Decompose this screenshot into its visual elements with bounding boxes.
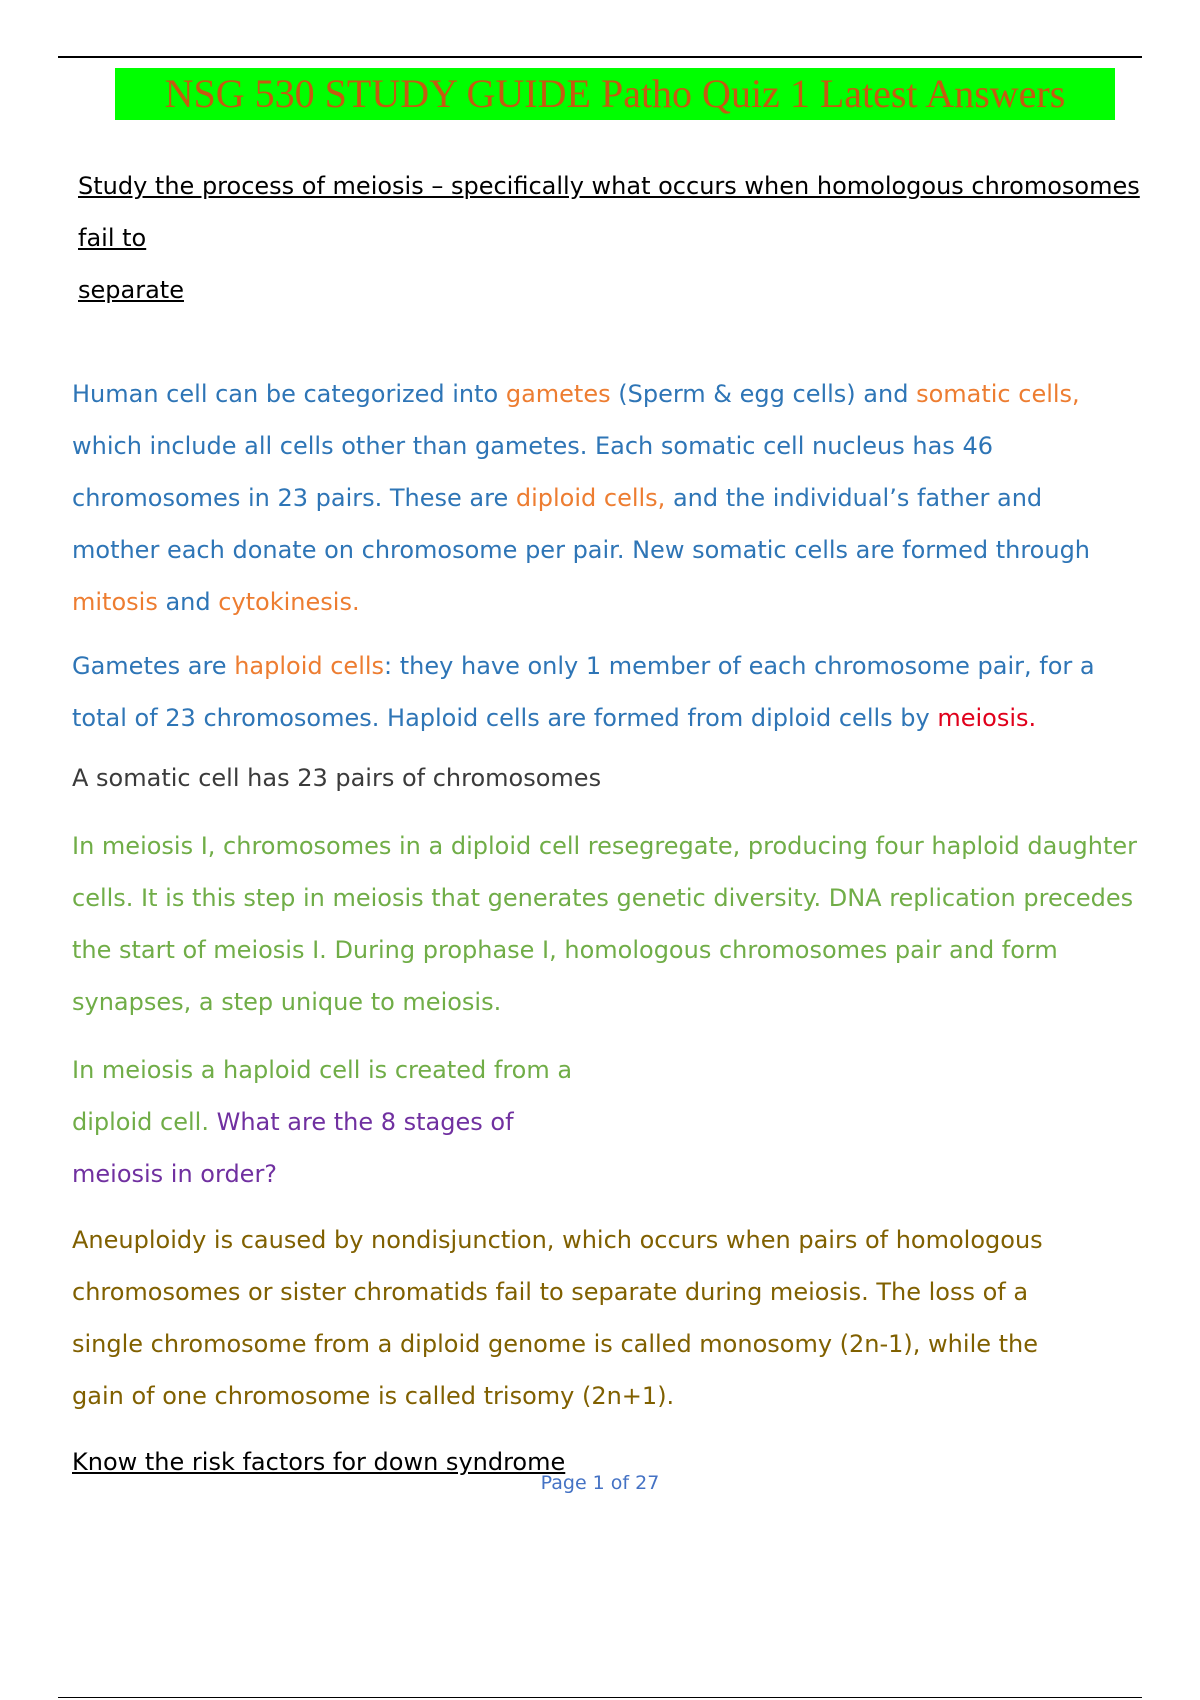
term-somatic-cells: somatic cells, (916, 380, 1080, 408)
text-run: and (157, 588, 219, 616)
term-mitosis: mitosis (72, 588, 158, 616)
bottom-rule (58, 1697, 1142, 1698)
text-run: which include all cells other than gametes. Each somatic cell nucleus has 46 chromosomes in 23 pairs. These are (72, 432, 993, 512)
heading-line-1: Study the process of meiosis – specifically what occurs when homologous chromosomes fail to (78, 172, 1140, 252)
text-run: (Sperm & egg cells) and (610, 380, 917, 408)
text-run: In meiosis a haploid cell is created from a (72, 1056, 573, 1084)
text-run: Human cell can be categorized into (72, 380, 506, 408)
text-run: diploid cell. (72, 1108, 209, 1136)
heading-line-2: separate (78, 276, 184, 304)
section-heading-meiosis (78, 160, 1162, 316)
text-run: Gametes are (72, 652, 235, 680)
term-cytokinesis: cytokinesis. (218, 588, 360, 616)
term-haploid-cells: haploid cells (234, 652, 385, 680)
section-heading-down-syndrome: Know the risk factors for down syndrome (72, 1448, 566, 1476)
term-diploid-cells: diploid cells, (515, 484, 666, 512)
paragraph-meiosis-stages (72, 1044, 1162, 1200)
document-title: NSG 530 STUDY GUIDE Patho Quiz 1 Latest Answers (115, 68, 1115, 120)
question-text: What are the 8 stages of (208, 1108, 514, 1136)
paragraph-aneuploidy: Aneuploidy is caused by nondisjunction, which occurs when pairs of homologous chromosomes or sister chromatids fail to separate during meiosis. The loss of a single chromosome from a diploid genome is called monosomy (2n-1), while the gain of one chromosome is called trisomy (2n+1). (72, 1226, 1043, 1410)
page-number: Page 1 of 27 (540, 1472, 660, 1494)
term-gametes: gametes (505, 380, 611, 408)
paragraph-cell-categories (72, 368, 1122, 628)
term-meiosis: meiosis. (937, 704, 1037, 732)
paragraph-somatic-pairs: A somatic cell has 23 pairs of chromosomes (72, 764, 602, 792)
text-run: : they have only 1 member of each chromosome pair, for a total of 23 chromosomes. Haploid cells are formed from diploid cells by (72, 652, 1095, 732)
paragraph-meiosis-one: In meiosis I, chromosomes in a diploid cell resegregate, producing four haploid daughter cells. It is this step in meiosis that generates genetic diversity. DNA replication precedes the start of meiosis I. During prophase I, homologous chromosomes pair and form synapses, a step unique to meiosis. (72, 832, 1138, 1016)
paragraph-gametes (72, 640, 1142, 744)
question-text: meiosis in order? (72, 1160, 278, 1188)
document-body (72, 160, 1162, 1488)
text-run: and the individual’s father and mother each donate on chromosome per pair. New somatic cells are formed through (72, 484, 1091, 564)
top-rule (58, 56, 1142, 58)
